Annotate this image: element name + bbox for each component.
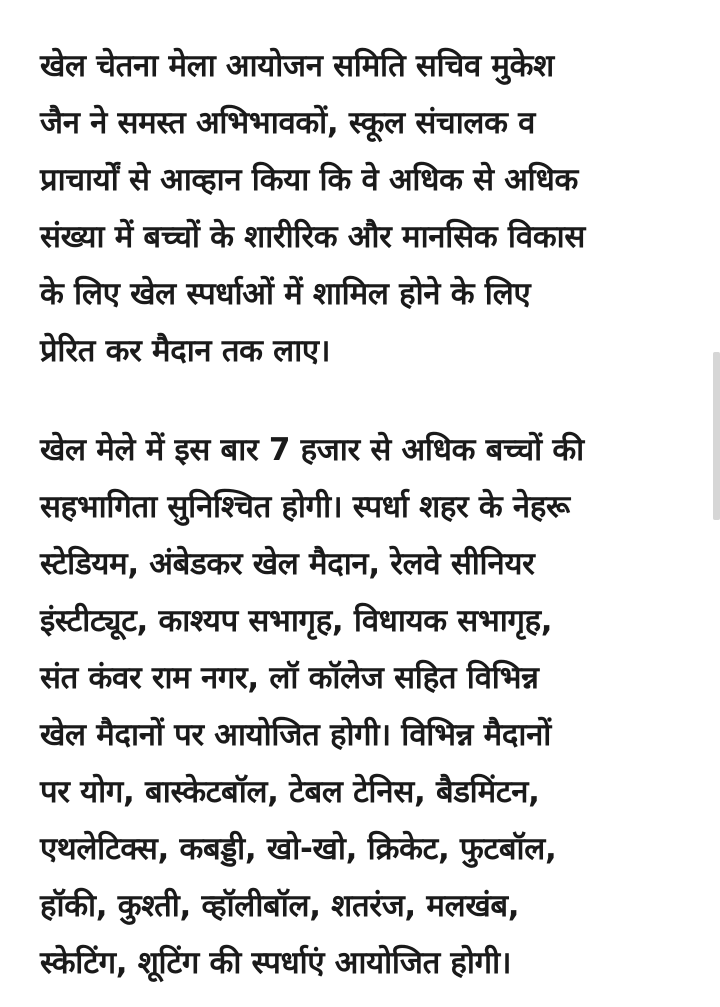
paragraph-line: इंस्टीट्यूट, काश्यप सभागृह, विधायक सभागृह, bbox=[40, 603, 553, 639]
article-body bbox=[40, 38, 700, 992]
paragraph-line: संत कंवर राम नगर, लॉ कॉलेज सहित विभिन्न bbox=[40, 660, 539, 696]
paragraph-line: स्टेडियम, अंबेडकर खेल मैदान, रेलवे सीनियर bbox=[40, 546, 535, 582]
paragraph-line: हॉकी, कुश्ती, व्हॉलीबॉल, शतरंज, मलखंब, bbox=[40, 888, 520, 924]
paragraph-line: खेल चेतना मेला आयोजन समिति सचिव मुकेश bbox=[40, 48, 554, 84]
paragraph-line: प्राचार्यों से आव्हान किया कि वे अधिक से अधिक bbox=[40, 162, 578, 198]
paragraph-line: खेल मैदानों पर आयोजित होगी। विभिन्न मैदानों bbox=[40, 717, 552, 753]
scrollbar-thumb[interactable] bbox=[713, 352, 720, 520]
paragraph-line: एथलेटिक्स, कबड्डी, खो-खो, क्रिकेट, फुटबॉल, bbox=[40, 831, 557, 867]
paragraph-1 bbox=[40, 38, 700, 380]
paragraph-line: के लिए खेल स्पर्धाओं में शामिल होने के लिए bbox=[40, 276, 531, 312]
paragraph-line: जैन ने समस्त अभिभावकों, स्कूल संचालक व bbox=[40, 105, 536, 141]
paragraph-line: संख्या में बच्चों के शारीरिक और मानसिक विकास bbox=[40, 219, 586, 255]
paragraph-line: खेल मेले में इस बार 7 हजार से अधिक बच्चों की bbox=[40, 432, 584, 468]
paragraph-line: प्रेरित कर मैदान तक लाए। bbox=[40, 333, 331, 369]
paragraph-line: पर योग, बास्केटबॉल, टेबल टेनिस, बैडमिंटन, bbox=[40, 774, 540, 810]
paragraph-2 bbox=[40, 422, 700, 992]
paragraph-line: स्केटिंग, शूटिंग की स्पर्धाएं आयोजित होगी। bbox=[40, 945, 512, 981]
paragraph-line: सहभागिता सुनिश्चित होगी। स्पर्धा शहर के नेहरू bbox=[40, 489, 570, 525]
